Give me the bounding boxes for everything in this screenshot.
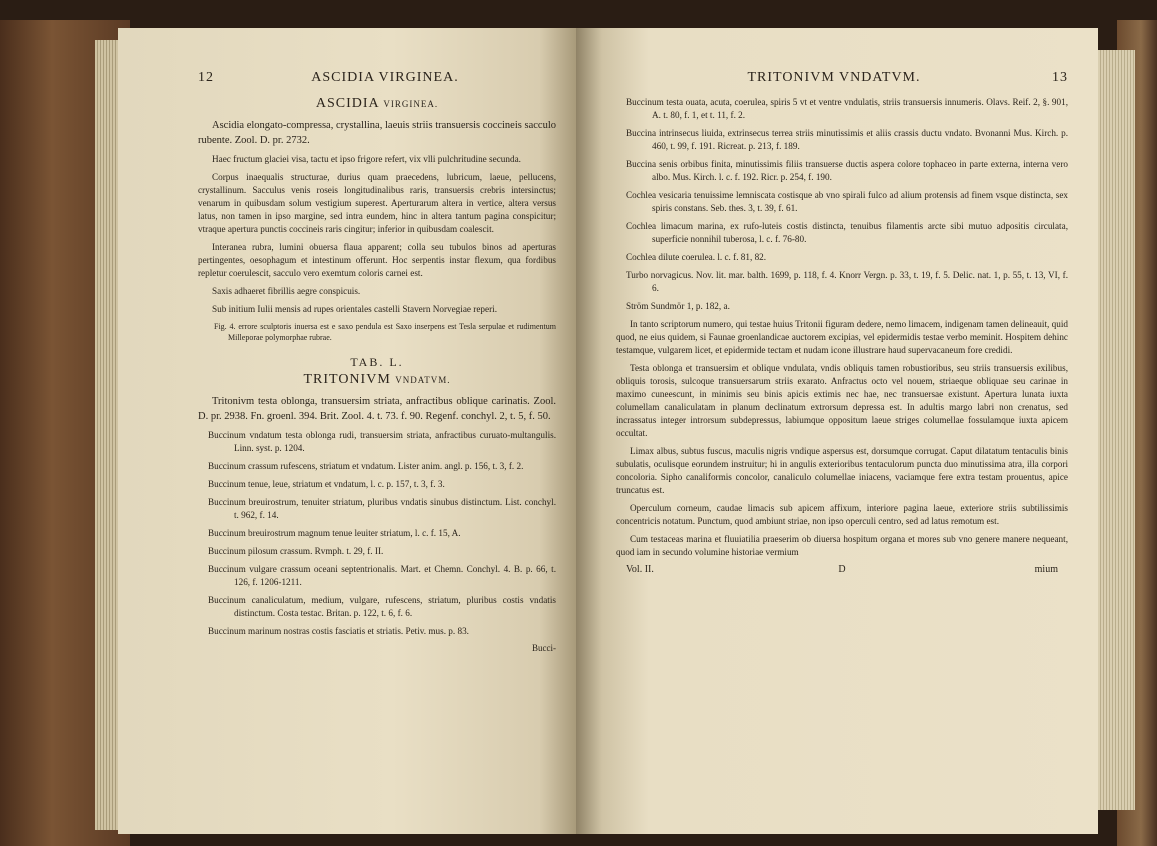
- synonym-entry: Cochlea vesicaria tenuissime lemniscata costisque ab vno spirali fulco ad alium protensis ad finem vsque distincta, sex spiris constans. Seb. thes. 3, t. 39, f. 61.: [626, 190, 1068, 213]
- diagnosis: Tritonivm testa oblonga, transuersim striata, anfractibus oblique carinatis. Zool. D. pr. 2938. Fn. groenl. 394. Brit. Zool. 4. t. 73. f. 90. Regenf. conchyl. 2, t. 5, f. 50.: [198, 396, 556, 422]
- volume-label: Vol. II.: [626, 564, 654, 575]
- figure-note: Fig. 4. errore sculptoris inuersa est e saxo pendula est Saxo inserpens est Tesla serpulae et rudimentum Milleporae polymorphae rubrae.: [214, 322, 556, 342]
- signature-mark: D: [838, 564, 846, 575]
- left-running-title: ASCIDIA VIRGINEA.: [311, 70, 459, 85]
- left-catchword: Bucci-: [532, 643, 556, 653]
- right-running-head: [616, 70, 1068, 86]
- right-page-edges: [1095, 50, 1135, 810]
- paragraph: Ascidia elongato-compressa, crystallina, laeuis striis transuersis coccineis sacculo rubente. Zool. D. pr. 2732.: [198, 120, 556, 146]
- synonym-entry: Buccinum marinum nostras costis fasciatis et striatis. Petiv. mus. p. 83.: [208, 626, 469, 636]
- synonym-entry: Turbo norvagicus. Nov. lit. mar. balth. 1699, p. 118, f. 4. Knorr Vergn. p. 33, t. 19, f. 5. Delic. nat. 1, p. 55, t. 13, VI, f. 6.: [626, 270, 1068, 293]
- left-page: [118, 28, 576, 834]
- synonym-entry: Buccinum vndatum testa oblonga rudi, transuersim striata, anfractibus curuato-multangulis. Linn. syst. p. 1204.: [208, 430, 556, 453]
- synonym-entry: Cochlea dilute coerulea. l. c. f. 81, 82.: [626, 252, 767, 262]
- paragraph: Haec fructum glaciei visa, tactu et ipso frigore refert, vix vlli pulchritudine secunda.: [212, 154, 521, 164]
- right-page-footer: [616, 564, 1068, 575]
- synonym-entry: Buccinum testa ouata, acuta, coerulea, spiris 5 vt et ventre vndulatis, striis transuersis innumeris. Olavs. Reif. 2, §. 901, A. t. 80, f. 1, et t. 11, f. 2.: [626, 97, 1068, 120]
- synonym-entry: Buccinum crassum rufescens, striatum et vndatum. Lister anim. angl. p. 156, t. 3, f. 2.: [208, 461, 524, 471]
- synonym-entry: Buccina senis orbibus finita, minutissimis filiis transuerse ductis aspera colore tophaceo in parte externa, interna vero albo. Mus. Kirch. l. c. f. 192. Ricr. p. 254, f. 190.: [626, 159, 1068, 182]
- right-page-number: 13: [1052, 70, 1068, 85]
- left-page-number: 12: [198, 70, 214, 85]
- section-title: ASCIDIA VIRGINEA.: [315, 96, 439, 111]
- species-title: TRITONIVM VNDATVM.: [303, 372, 451, 387]
- synonym-entry: Buccinum breuirostrum, tenuiter striatum, pluribus vndatis sinubus distinctum. List. conchyl. t. 962, f. 14.: [208, 497, 556, 520]
- synonym-entry: Ström Sundmör 1, p. 182, a.: [626, 301, 730, 311]
- paragraph: Saxis adhaeret fibrillis aegre conspicuis.: [212, 286, 361, 296]
- paragraph: Cum testaceas marina et fluuiatilia praeserim ob diuersa hospitum organa et mores sub vno genere manere nequeant, quod iam in secundo volumine historiae vermium: [616, 534, 1068, 557]
- right-running-title: TRITONIVM VNDATVM.: [747, 70, 921, 85]
- paragraph: Corpus inaequalis structurae, durius quam praecedens, lubricum, laeue, pellucens, crystallinum. Sacculus venis roseis longitudinalibus raris, transuersis crebris intersinctus; venarum in quibusdam solum vestigium superest. Aperturarum altera in vertice, altera versus latus, non tamen in ipso margine, sed intra eundem, hinc in altera tantum pagina conspicitur; vtraque apertura punctis coccineis raris cingitur; inferior in quibusdam coalescit.: [198, 172, 556, 234]
- synonym-entry: Buccinum vulgare crassum oceani septentrionalis. Mart. et Chemn. Conchyl. 4. B. p. 66, t. 126, f. 1206-1211.: [208, 564, 556, 587]
- left-running-head: [198, 70, 556, 86]
- synonym-entry: Buccinum breuirostrum magnum tenue leuiter striatum, l. c. f. 15, A.: [208, 528, 461, 538]
- paragraph: Operculum corneum, caudae limacis sub apicem affixum, interiore pagina laeue, exteriore striis subtilissimis concentricis notatum. Punctum, quod ambiunt striae, non ipso operculi centro, sed ad latus remotum est.: [616, 503, 1068, 526]
- paragraph: Limax albus, subtus fuscus, maculis nigris vndique aspersus est, dorsumque corrugat. Caput dilatatum tentaculis binis subulatis, oculisque eorundem instruitur; hi in angulis exterioribus tentaculorum puncta duo minutissima atra, illa corpori concoloria. Sipho canaliformis concolor, canaliculo columellae iniacens, vaciamque fere extra testam prouentus, apice truncatus est.: [616, 446, 1068, 495]
- right-page: [576, 28, 1098, 834]
- species-title-small: VNDATVM.: [395, 375, 451, 385]
- synonym-entry: Buccina intrinsecus liuida, extrinsecus terrea striis minutissimis et aliis crassis ductu vndato. Bvonanni Mus. Kirch. p. 460, t. 99, f. 191. Ricreat. p. 213, f. 189.: [626, 128, 1068, 151]
- right-catchword: mium: [1034, 564, 1058, 575]
- synonym-entry: Cochlea limacum marina, ex rufo-luteis costis distincta, tenuibus filamentis arcte sibi mutuo adpositis circulata, superficie nonnihil tuberosa, l. c. f. 76-80.: [626, 221, 1068, 244]
- paragraph: Interanea rubra, lumini obuersa flaua apparent; colla seu tubulos binos ad aperturas pertingentes, oesophagum et intestinum offerunt. Hoc serpentis instar flexum, qua fordibus repletur coerulescit, sacculo vero exemtum coloris carnei est.: [198, 242, 556, 278]
- synonym-entry: Buccinum canaliculatum, medium, vulgare, rufescens, striatum, pluribus costis vndatis distinctum. Costa testac. Britan. p. 122, t. 6, f. 6.: [208, 595, 556, 618]
- synonym-entry: Buccinum tenue, leue, striatum et vndatum, l. c. p. 157, t. 3, f. 3.: [208, 479, 445, 489]
- section-title-small: VIRGINEA.: [383, 99, 439, 109]
- paragraph: Testa oblonga et transuersim et oblique vndulata, vndis obliquis tamen robustioribus, seu striis transuersis exilibus, obliquis torosis, sulcoque transuersarum striis exarato. Anfractus octo vel nouem, striaeque obliquae seu carinae in maximo cuneescunt, in minimis seu binis apicis extimis nec hae, nec transuersae existunt. Apertura lunata iuxta columellam canaliculatam in planum declinatum extrorsum depressa est. In adultis margo labri non crenatus, sed incrassatus integer introrsum subdepressus, labiumque oppositum laeue striges columellae fossulamque iuxta apicem occultat.: [616, 363, 1068, 438]
- paragraph: In tanto scriptorum numero, qui testae huius Tritonii figuram dedere, nemo limacem, indigenam tamen delineauit, quid quod, ne eius quidem, si Faunae groenlandicae auctorem excipias, vel epidermidis testae verbo meminit. Hospitem dehinc testamque, vulgarem licet, et epidermide tectam et nudam icone illustrare haud supervacaneum fore credidi.: [616, 319, 1068, 355]
- synonym-entry: Buccinum pilosum crassum. Rvmph. t. 29, f. II.: [208, 546, 384, 556]
- paragraph: Sub initium Iulii mensis ad rupes orientales castelli Stavern Norvegiae reperi.: [212, 304, 497, 314]
- plate-label: TAB. L.: [350, 355, 404, 369]
